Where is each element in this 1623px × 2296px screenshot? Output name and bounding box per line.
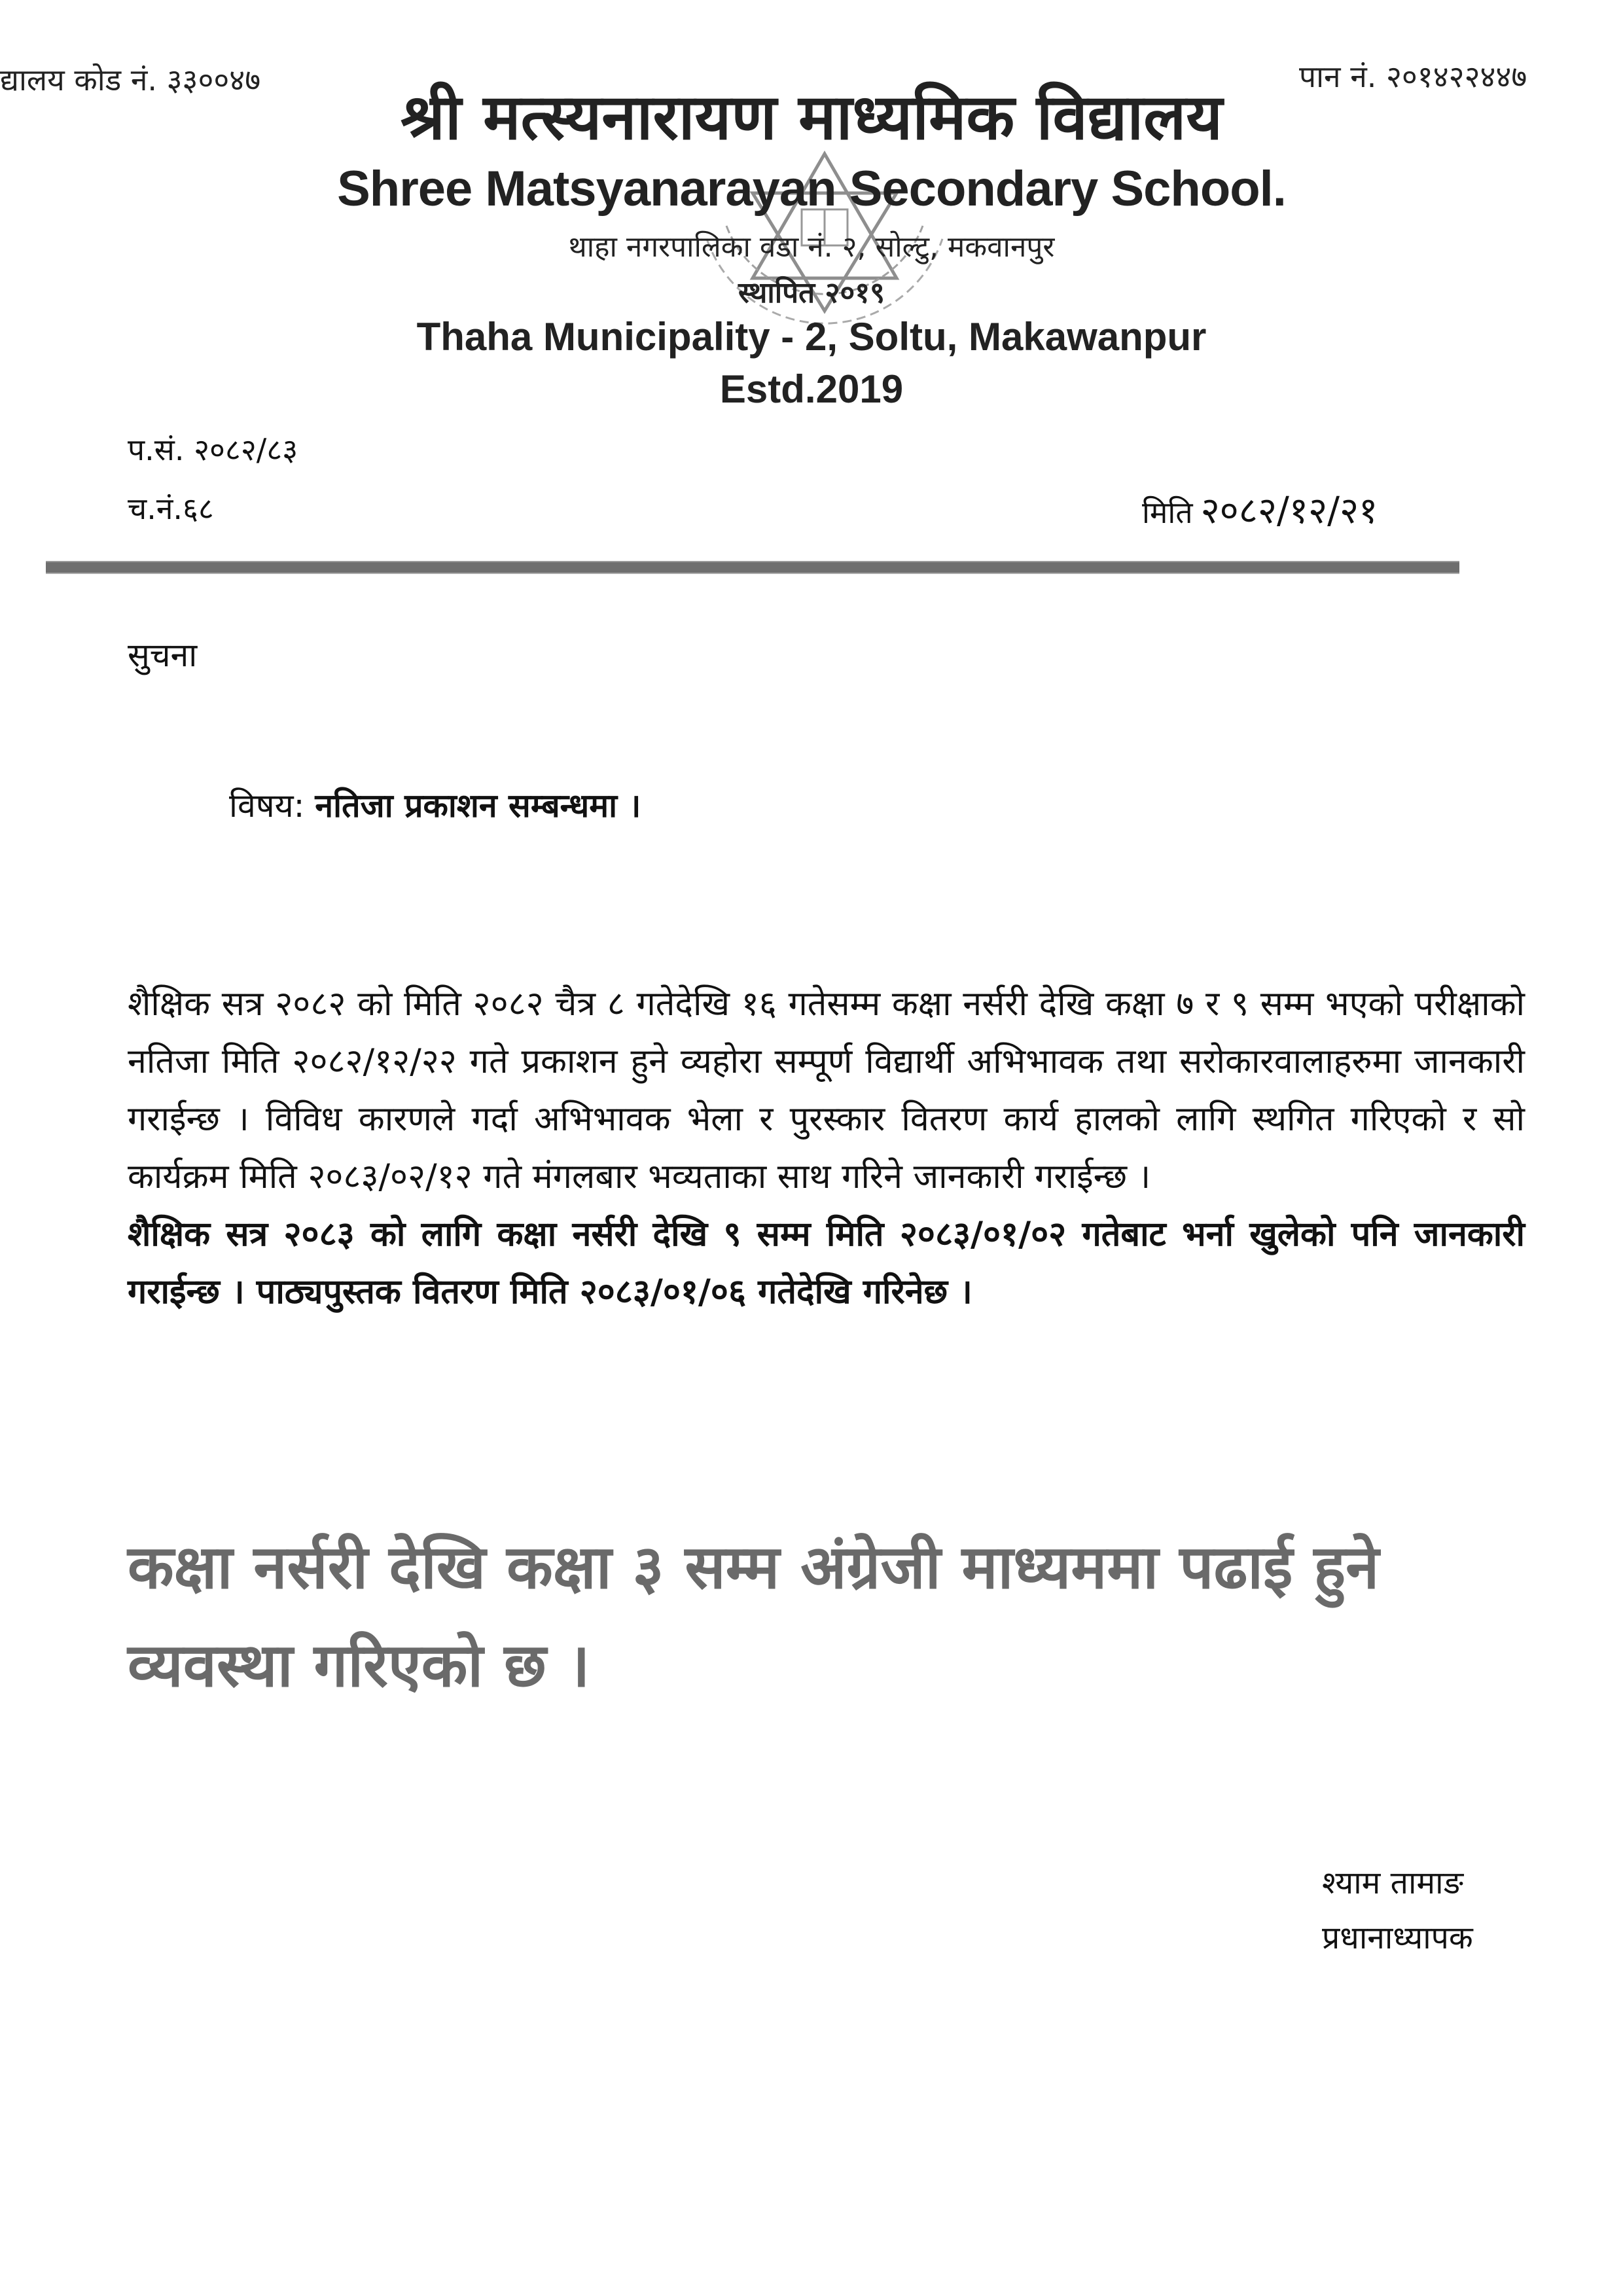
date-label: मिति (1142, 495, 1193, 530)
subject-line (229, 782, 641, 827)
fiscal-year: प.सं. २०८२/८३ (128, 432, 298, 467)
address-nepali: थाहा नगरपालिका वडा नं. २, सोल्टु, मकवानपुर (568, 230, 1055, 264)
paragraph-results: शैक्षिक सत्र २०८२ को मिति २०८२ चैत्र ८ गतेदेखि १६ गतेसम्म कक्षा नर्सरी देखि कक्षा ७ र ९ सम्म भएको परीक्षाको नतिजा मिति २०८२/१२/२२ गते प्रकाशन हुने व्यहोरा सम्पूर्ण विद्यार्थी अभिभावक तथा सरोकारवालाहरुमा जानकारी गराईन्छ । विविध कारणले गर्दा अभिभावक भेला र पुरस्कार वितरण कार्य हालको लागि स्थगित गरिएको र सो कार्यक्रम मिति २०८३/०२/१२ गते मंगलबार भव्यताका साथ गरिने जानकारी गराईन्छ । (128, 984, 1525, 1196)
english-medium-announcement: कक्षा नर्सरी देखि कक्षा ३ सम्म अंग्रेजी माध्यममा पढाई हुने व्यवस्था गरिएको छ । (128, 1532, 1380, 1700)
address-english: Thaha Municipality - 2, Soltu, Makawanpur (416, 315, 1207, 359)
date-value: २०८२/१२/२१ (1200, 490, 1378, 532)
school-name-english: Shree Matsyanarayan Secondary School. (337, 161, 1286, 217)
signature-block (1322, 1856, 1473, 1965)
established-english: Estd.2019 (719, 367, 904, 411)
paragraph-admission: शैक्षिक सत्र २०८३ को लागि कक्षा नर्सरी देखि ९ सम्म मिति २०८३/०१/०२ गतेबाट भर्ना खुलेको पनि जानकारी गराईन्छ । पाठ्यपुस्तक वितरण मिति २०८३/०१/०६ गतेदेखि गरिनेछ । (128, 1215, 1525, 1312)
school-name-nepali: श्री मत्स्यनारायण माध्यमिक विद्यालय (400, 81, 1222, 154)
established-nepali: स्थापित २०१९ (738, 276, 885, 310)
notice-body (128, 975, 1525, 1321)
subject-text: नतिजा प्रकाशन सम्बन्धमा । (315, 787, 641, 825)
school-code: द्यालय कोड नं. ३३००४७ (0, 62, 261, 98)
notice-heading: सुचना (128, 636, 198, 674)
pan-number: पान नं. २०१४२२४४७ (1299, 59, 1527, 94)
dispatch-number: च.नं.६८ (128, 491, 214, 526)
signatory-name: श्याम तामाङ (1322, 1865, 1464, 1901)
signatory-title: प्रधानाध्यापक (1322, 1920, 1473, 1956)
header-divider (46, 561, 1459, 574)
subject-label: विषय: (229, 787, 305, 825)
letter-date (1142, 484, 1378, 534)
